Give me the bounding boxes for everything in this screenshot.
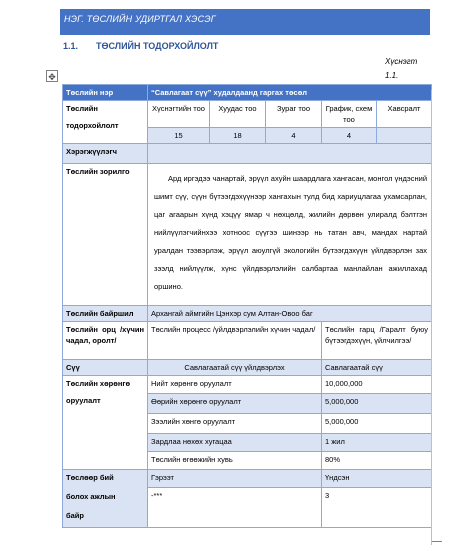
jobs-label-cell (63, 470, 148, 528)
table-row (63, 470, 432, 488)
table-move-handle-icon[interactable]: ✥ (46, 70, 58, 82)
table-row (63, 101, 432, 128)
investment-label-line: Төслийн хөрөнгө (66, 379, 131, 388)
table-row (63, 360, 432, 376)
table-row (63, 306, 432, 322)
page-corner-mark (432, 541, 442, 542)
jobs-label-line: байр (66, 511, 84, 520)
investment-item: Зардлаа нөхөх хугацаа (148, 434, 322, 452)
output-cell: Төслийн гарц /Гаралт буюу бүтээгдэхүүн, үйлчилгээ/ (322, 322, 432, 360)
goal-text: Ард иргэдээ чанартай, эрүүл ахуйн шаардлага хангасан, монгол үндэсний шимт сүү, сүүн бүтээгдэхүүнээр хангахын тулд бид хариуцлагаа ухамсарлан, цаг агаарын хүнд хэцүү ямар ч нөхцөлд, жилийн дөрвөн улиралд бэлтгэн нийлүүлэгчийнхээ хотноос сүүгээ шинээр нь татан авч, мандах нартай уралдан тээвэрлэж, эрүүл аюулгүй экологийн бүтээгдэхүүн үйлдвэрлэн зах зээлд нийлүүлж, хүнс үйлдвэрлэлийн салбартаа манлайлан ажиллахад оршино. (148, 164, 432, 306)
investment-label-cell (63, 376, 148, 470)
description-label-line: Төслийн (66, 104, 98, 113)
chapter-title: НЭГ. ТӨСЛИЙН УДИРТГАЛ ХЭСЭГ (64, 14, 216, 24)
count-cell: 4 (266, 128, 322, 144)
header-cell: Хуудас тоо (210, 101, 266, 128)
table-caption-number: 1.1. (385, 71, 399, 80)
investment-label-line: оруулалт (66, 396, 101, 405)
page-margin-line (431, 90, 432, 545)
implementer-label: Хэрэгжүүлэгч (63, 144, 148, 164)
section-number: 1.1. (63, 41, 79, 51)
count-cell (377, 128, 432, 144)
section-title: ТӨСЛИЙН ТОДОРХОЙЛОЛТ (96, 41, 219, 51)
project-description-table (62, 84, 432, 528)
goal-label: Төслийн зорилго (63, 164, 148, 306)
header-cell: Хүснэгтийн тоо (148, 101, 210, 128)
process-cell: Төслийн процесс /үйлдвэрлэлийн хүчин чадал/ (148, 322, 322, 360)
jobs-label-line: Төслөөр бий (66, 473, 114, 482)
jobs-permanent-value: 3 (322, 488, 432, 528)
input-label: Төслийн орц /хүчин чадал, оролт/ (63, 322, 148, 360)
investment-value: 10,000,000 (322, 376, 432, 394)
implementer-value (148, 144, 432, 164)
table-caption-word: Хүснэгт (385, 57, 418, 66)
jobs-label-line: болох ажлын (66, 492, 116, 501)
jobs-contract-label: Гэрээт (148, 470, 322, 488)
jobs-contract-value: -*** (148, 488, 322, 528)
investment-item: Нийт хөрөнгө оруулалт (148, 376, 322, 394)
header-cell: Хавсралт (377, 101, 432, 128)
table-caption (385, 55, 417, 83)
investment-item: Төслийн өгөөжийн хувь (148, 452, 322, 470)
header-cell: График, схем тоо (322, 101, 377, 128)
description-label-line: тодорхойлолт (66, 121, 119, 130)
investment-item: Зээлийн хөнгө оруулалт (148, 414, 322, 434)
location-label: Төслийн байршил (63, 306, 148, 322)
investment-value: 5,000,000 (322, 414, 432, 434)
table-row (63, 85, 432, 101)
project-name-label: Төслийн нэр (63, 85, 148, 101)
chapter-header-bar (60, 9, 430, 35)
investment-value: 1 жил (322, 434, 432, 452)
investment-item: Өөрийн хөрөнгө оруулалт (148, 394, 322, 414)
milk-label: Сүү (63, 360, 148, 376)
table-row (63, 376, 432, 394)
count-cell: 18 (210, 128, 266, 144)
header-cell: Зураг тоо (266, 101, 322, 128)
milk-process: Савлагаатай сүү үйлдвэрлэх (148, 360, 322, 376)
investment-value: 80% (322, 452, 432, 470)
table-row (63, 164, 432, 306)
description-label-cell (63, 101, 148, 144)
jobs-permanent-label: Үндсэн (322, 470, 432, 488)
project-name-value: “Савлагаат сүү” худалдаанд гаргах төсөл (148, 85, 432, 101)
investment-value: 5,000,000 (322, 394, 432, 414)
location-value: Архангай аймгийн Цэнхэр сум Алтан-Овоо баг (148, 306, 432, 322)
table-row (63, 322, 432, 360)
count-cell: 4 (322, 128, 377, 144)
table-row (63, 144, 432, 164)
milk-output: Савлагаатай сүү (322, 360, 432, 376)
count-cell: 15 (148, 128, 210, 144)
